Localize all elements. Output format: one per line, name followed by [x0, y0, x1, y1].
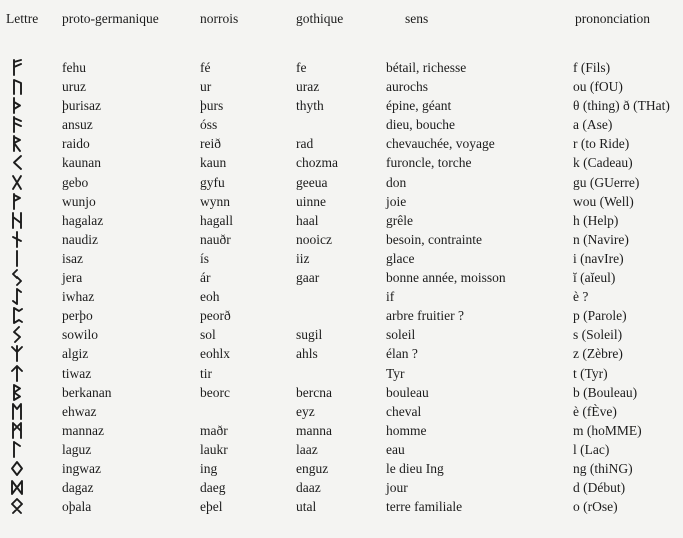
norrois-cell: þurs	[200, 98, 224, 114]
proto-germanique-cell: kaunan	[62, 155, 101, 171]
rune-cell	[10, 440, 24, 458]
table-row	[0, 77, 683, 96]
rune-table	[0, 58, 683, 516]
sens-cell: Tyr	[386, 365, 405, 381]
table-row	[0, 173, 683, 192]
raido-rune-icon	[10, 135, 24, 152]
sens-cell: furoncle, torche	[386, 155, 472, 171]
header-gothique: gothique	[296, 11, 344, 26]
gebo-rune-icon	[10, 174, 24, 191]
proto-germanique-cell: algiz	[62, 346, 89, 362]
proto-germanique-cell: oþala	[62, 499, 92, 515]
proto-germanique-cell: raido	[62, 136, 90, 152]
prononciation-cell: è ?	[573, 289, 589, 305]
table-row	[0, 287, 683, 306]
proto-germanique-cell: tiwaz	[62, 365, 92, 381]
thurisaz-rune-icon	[10, 97, 24, 114]
gothique-cell: enguz	[296, 460, 329, 476]
sens-cell: cheval	[386, 403, 422, 419]
fehu-rune-icon	[10, 59, 24, 76]
rune-cell	[10, 268, 24, 286]
prononciation-cell: f (Fils)	[573, 60, 611, 75]
sens-cell: jour	[386, 480, 408, 496]
norrois-cell: beorc	[200, 384, 230, 400]
gothique-cell: fe	[296, 60, 307, 75]
dagaz-rune-icon	[10, 479, 24, 496]
proto-germanique-cell: sowilo	[62, 327, 99, 343]
norrois-cell: sol	[200, 327, 216, 343]
sens-cell: dieu, bouche	[386, 117, 455, 133]
table-row	[0, 268, 683, 287]
gothique-cell: geeua	[296, 174, 328, 190]
rune-cell	[10, 249, 24, 267]
gothique-cell: iiz	[296, 250, 310, 266]
norrois-cell: daeg	[200, 480, 226, 496]
table-row	[0, 478, 683, 497]
gothique-cell: bercna	[296, 384, 332, 400]
table-row	[0, 440, 683, 459]
mannaz-rune-icon	[10, 422, 24, 439]
tiwaz-rune-icon	[10, 365, 24, 382]
sens-cell: bouleau	[386, 384, 429, 400]
header-lettre: Lettre	[6, 11, 39, 26]
proto-germanique-cell: jera	[62, 270, 83, 286]
proto-germanique-cell: þurisaz	[62, 98, 101, 114]
proto-germanique-cell: perþo	[62, 308, 93, 324]
norrois-cell: kaun	[200, 155, 227, 171]
sens-cell: épine, géant	[386, 98, 452, 114]
prononciation-cell: r (to Ride)	[573, 136, 630, 152]
sens-cell: joie	[386, 193, 407, 209]
norrois-cell: wynn	[200, 193, 230, 209]
proto-germanique-cell: dagaz	[62, 480, 94, 496]
norrois-cell: gyfu	[200, 174, 225, 190]
norrois-cell: laukr	[200, 441, 228, 457]
table-row	[0, 497, 683, 516]
rune-cell	[10, 364, 24, 382]
kaunan-rune-icon	[10, 154, 24, 171]
proto-germanique-cell: ingwaz	[62, 460, 101, 476]
rune-cell	[10, 478, 24, 496]
gothique-cell: haal	[296, 212, 319, 228]
rune-cell	[10, 192, 24, 210]
rune-cell	[10, 497, 24, 515]
prononciation-cell: wou (Well)	[573, 193, 634, 209]
gothique-cell: sugil	[296, 327, 323, 343]
norrois-cell: tir	[200, 365, 212, 381]
prononciation-cell: ng (thiNG)	[573, 460, 633, 476]
prononciation-cell: t (Tyr)	[573, 365, 608, 381]
proto-germanique-cell: ehwaz	[62, 403, 97, 419]
naudiz-rune-icon	[10, 231, 24, 248]
rune-cell	[10, 421, 24, 439]
sens-cell: if	[386, 289, 395, 305]
rune-cell	[10, 287, 24, 305]
berkanan-rune-icon	[10, 384, 24, 401]
rune-cell	[10, 153, 24, 171]
sens-cell: arbre fruitier ?	[386, 308, 464, 324]
uruz-rune-icon	[10, 78, 24, 95]
proto-germanique-cell: hagalaz	[62, 212, 104, 228]
table-row	[0, 344, 683, 363]
gothique-cell: uraz	[296, 79, 320, 95]
sens-cell: homme	[386, 422, 427, 438]
sens-cell: besoin, contrainte	[386, 231, 482, 247]
norrois-cell: eohlx	[200, 346, 230, 362]
rune-cell	[10, 134, 24, 152]
wunjo-rune-icon	[10, 193, 24, 210]
prononciation-cell: o (rOse)	[573, 499, 618, 515]
sens-cell: grêle	[386, 212, 413, 228]
table-row	[0, 459, 683, 478]
proto-germanique-cell: berkanan	[62, 384, 112, 400]
table-row	[0, 192, 683, 211]
norrois-cell: eþel	[200, 499, 223, 515]
norrois-cell: nauðr	[200, 231, 231, 247]
proto-germanique-cell: laguz	[62, 441, 92, 457]
table-row	[0, 115, 683, 134]
proto-germanique-cell: ansuz	[62, 117, 93, 133]
gothique-cell: laaz	[296, 441, 318, 457]
norrois-cell: maðr	[200, 422, 228, 438]
header-norrois: norrois	[200, 11, 239, 26]
table-row	[0, 364, 683, 383]
norrois-cell: ís	[200, 250, 210, 266]
norrois-cell: ár	[200, 270, 211, 286]
prononciation-cell: k (Cadeau)	[573, 155, 633, 171]
rune-cell	[10, 115, 24, 133]
gothique-cell: chozma	[296, 155, 338, 171]
rune-cell	[10, 402, 24, 420]
rune-cell	[10, 344, 24, 362]
iwhaz-rune-icon	[10, 288, 24, 305]
norrois-cell: peorð	[200, 308, 231, 324]
table-row	[0, 383, 683, 402]
prononciation-cell: s (Soleil)	[573, 327, 623, 343]
prononciation-cell: ou (fOU)	[573, 79, 623, 95]
table-row	[0, 153, 683, 172]
prononciation-cell: ĭ (aĭeul)	[573, 270, 616, 286]
rune-cell	[10, 96, 24, 114]
table-row	[0, 211, 683, 230]
algiz-rune-icon	[10, 345, 24, 362]
proto-germanique-cell: iwhaz	[62, 289, 95, 305]
proto-germanique-cell: naudiz	[62, 231, 98, 247]
hagalaz-rune-icon	[10, 212, 24, 229]
gothique-cell: manna	[296, 422, 332, 438]
header-proto: proto-germanique	[62, 11, 159, 26]
prononciation-cell: n (Navire)	[573, 231, 629, 247]
norrois-cell: hagall	[200, 212, 233, 228]
header-prononciation: prononciation	[575, 11, 650, 26]
proto-germanique-cell: isaz	[62, 250, 83, 266]
rune-cell	[10, 459, 24, 477]
rune-cell	[10, 173, 24, 191]
rune-cell	[10, 383, 24, 401]
norrois-cell: ur	[200, 79, 212, 95]
isaz-rune-icon	[10, 250, 24, 267]
sowilo-rune-icon	[10, 326, 24, 343]
othala-rune-icon	[10, 498, 24, 515]
prononciation-cell: θ (thing) ð (THat)	[573, 98, 670, 114]
table-row	[0, 134, 683, 153]
prononciation-cell: h (Help)	[573, 212, 619, 228]
table-row	[0, 249, 683, 268]
ansuz-rune-icon	[10, 116, 24, 133]
sens-cell: don	[386, 174, 407, 190]
rune-cell	[10, 77, 24, 95]
sens-cell: aurochs	[386, 79, 428, 95]
ehwaz-rune-icon	[10, 403, 24, 420]
sens-cell: glace	[386, 250, 415, 266]
proto-germanique-cell: mannaz	[62, 422, 104, 438]
table-row	[0, 58, 683, 77]
table-row	[0, 402, 683, 421]
laguz-rune-icon	[10, 441, 24, 458]
rune-cell	[10, 325, 24, 343]
norrois-cell: fé	[200, 60, 211, 75]
rune-cell	[10, 58, 24, 76]
sens-cell: bétail, richesse	[386, 60, 467, 75]
norrois-cell: eoh	[200, 289, 220, 305]
sens-cell: le dieu Ing	[386, 460, 444, 476]
sens-cell: bonne année, moisson	[386, 270, 506, 286]
sens-cell: terre familiale	[386, 499, 463, 515]
gothique-cell: rad	[296, 136, 314, 152]
proto-germanique-cell: wunjo	[62, 193, 96, 209]
table-row	[0, 421, 683, 440]
gothique-cell: ahls	[296, 346, 318, 362]
gothique-cell: eyz	[296, 403, 315, 419]
gothique-cell: daaz	[296, 480, 321, 496]
prononciation-cell: l (Lac)	[573, 441, 610, 457]
prononciation-cell: è (fÈve)	[573, 403, 617, 419]
prononciation-cell: z (Zèbre)	[573, 346, 623, 362]
sens-cell: soleil	[386, 327, 416, 343]
rune-cell	[10, 230, 24, 248]
norrois-cell: ing	[200, 460, 218, 476]
proto-germanique-cell: fehu	[62, 60, 86, 75]
norrois-cell: reið	[200, 136, 221, 152]
sens-cell: élan ?	[386, 346, 418, 362]
table-row	[0, 325, 683, 344]
gothique-cell: utal	[296, 499, 317, 515]
table-row	[0, 306, 683, 325]
ingwaz-rune-icon	[10, 460, 24, 477]
prononciation-cell: i (navIre)	[573, 250, 624, 266]
prononciation-cell: gu (GUerre)	[573, 174, 640, 190]
pertho-rune-icon	[10, 307, 24, 324]
gothique-cell: nooicz	[296, 231, 332, 247]
rune-cell	[10, 211, 24, 229]
gothique-cell: gaar	[296, 270, 320, 286]
prononciation-cell: b (Bouleau)	[573, 384, 638, 400]
sens-cell: eau	[386, 441, 405, 457]
norrois-cell: óss	[200, 117, 218, 133]
prononciation-cell: d (Début)	[573, 480, 626, 496]
prononciation-cell: a (Ase)	[573, 117, 613, 133]
gothique-cell: thyth	[296, 98, 324, 114]
gothique-cell: uinne	[296, 193, 326, 209]
prononciation-cell: m (hoMME)	[573, 422, 642, 438]
table-row	[0, 230, 683, 249]
proto-germanique-cell: uruz	[62, 79, 86, 95]
prononciation-cell: p (Parole)	[573, 308, 627, 324]
jera-rune-icon	[10, 269, 24, 286]
table-row	[0, 96, 683, 115]
rune-cell	[10, 306, 24, 324]
header-sens: sens	[405, 11, 429, 26]
sens-cell: chevauchée, voyage	[386, 136, 495, 152]
proto-germanique-cell: gebo	[62, 174, 89, 190]
